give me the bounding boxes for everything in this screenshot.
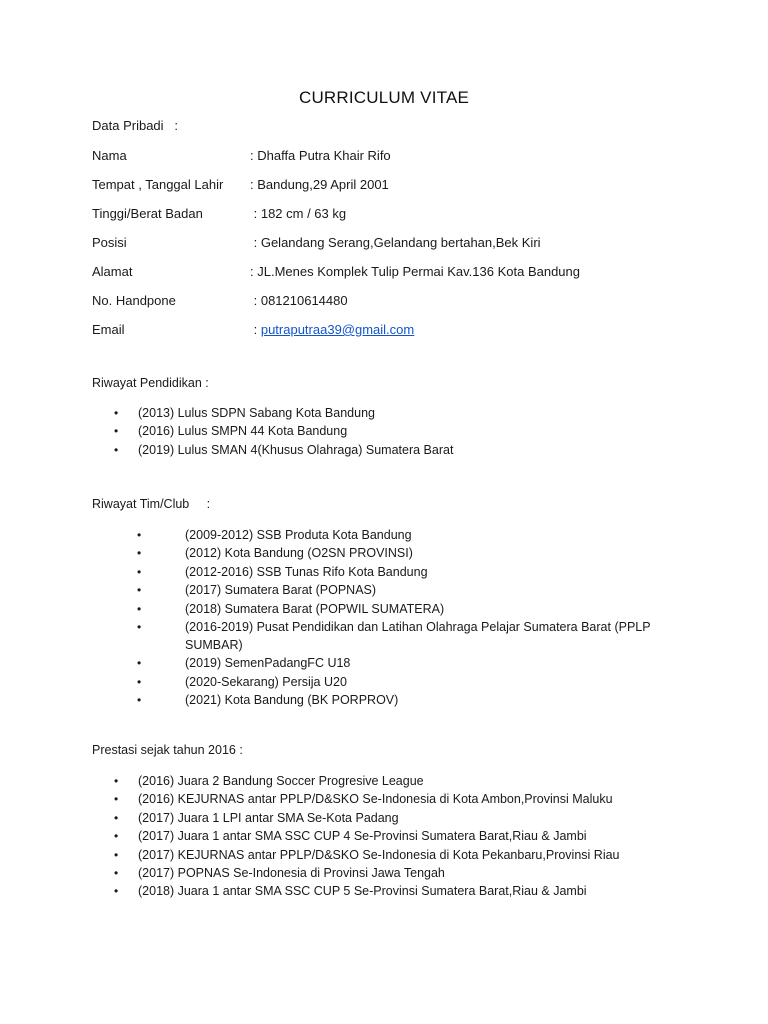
- club-item: (2021) Kota Bandung (BK PORPROV): [185, 693, 399, 708]
- achievement-item: (2016) Juara 2 Bandung Soccer Progresive League: [138, 774, 424, 788]
- club-item: (2018) Sumatera Barat (POPWIL SUMATERA): [185, 601, 445, 616]
- field-height-weight-value: : 182 cm / 63 kg: [250, 206, 347, 221]
- field-name-value: : Dhaffa Putra Khair Rifo: [250, 148, 391, 163]
- bullet-icon: •: [114, 829, 119, 844]
- bullet-icon: •: [137, 693, 142, 708]
- bullet-icon: •: [137, 619, 142, 634]
- club-item: (2016-2019) Pusat Pendidikan dan Latihan Olahraga Pelajar Sumatera Barat (PPLP SUMBAR): [185, 619, 651, 652]
- email-prefix: :: [250, 322, 261, 337]
- field-position-value: : Gelandang Serang,Gelandang bertahan,Bek Kiri: [250, 235, 541, 250]
- field-email-label: Email: [92, 322, 125, 337]
- education-item: (2016) Lulus SMPN 44 Kota Bandung: [138, 424, 348, 439]
- bullet-icon: •: [114, 442, 119, 457]
- email-link[interactable]: putraputraa39@gmail.com: [260, 322, 415, 337]
- bullet-icon: •: [114, 884, 119, 899]
- bullet-icon: •: [137, 546, 142, 561]
- field-birth-label: Tempat , Tanggal Lahir: [92, 177, 224, 192]
- bullet-icon: •: [137, 656, 142, 671]
- achievement-item: (2017) Juara 1 LPI antar SMA Se-Kota Padang: [138, 810, 399, 825]
- field-name-label: Nama: [92, 148, 127, 163]
- bullet-icon: •: [137, 528, 142, 542]
- education-item: (2019) Lulus SMAN 4(Khusus Olahraga) Sumatera Barat: [138, 442, 454, 457]
- club-item: (2019) SemenPadangFC U18: [185, 656, 351, 671]
- bullet-icon: •: [114, 406, 119, 420]
- bullet-icon: •: [137, 674, 142, 689]
- club-item: (2009-2012) SSB Produta Kota Bandung: [185, 528, 412, 542]
- field-phone-value: : 081210614480: [250, 293, 348, 308]
- club-item: (2020-Sekarang) Persija U20: [185, 674, 347, 689]
- achievement-item: (2017) KEJURNAS antar PPLP/D&SKO Se-Indonesia di Kota Pekanbaru,Provinsi Riau: [138, 847, 620, 862]
- club-item: (2012) Kota Bandung (O2SN PROVINSI): [185, 546, 413, 561]
- bullet-icon: •: [137, 583, 142, 598]
- bullet-icon: •: [114, 810, 119, 825]
- field-birth-value: : Bandung,29 April 2001: [250, 177, 389, 192]
- bullet-icon: •: [114, 424, 119, 439]
- field-email-value: [250, 322, 414, 337]
- personal-data-heading: Data Pribadi :: [92, 118, 178, 133]
- achievements-heading: Prestasi sejak tahun 2016 :: [92, 743, 243, 757]
- bullet-icon: •: [137, 564, 142, 579]
- field-address-value: : JL.Menes Komplek Tulip Permai Kav.136 Kota Bandung: [250, 264, 581, 279]
- bullet-icon: •: [114, 774, 119, 788]
- field-address-label: Alamat: [92, 264, 133, 279]
- clubs-heading: Riwayat Tim/Club :: [92, 497, 211, 511]
- field-position-label: Posisi: [92, 235, 127, 250]
- club-item: (2012-2016) SSB Tunas Rifo Kota Bandung: [185, 564, 428, 579]
- bullet-icon: •: [137, 601, 142, 616]
- education-item: (2013) Lulus SDPN Sabang Kota Bandung: [138, 406, 375, 420]
- achievement-item: (2017) Juara 1 antar SMA SSC CUP 4 Se-Provinsi Sumatera Barat,Riau & Jambi: [138, 829, 587, 844]
- club-item: (2017) Sumatera Barat (POPNAS): [185, 583, 377, 598]
- bullet-icon: •: [114, 847, 119, 862]
- achievement-item: (2017) POPNAS Se-Indonesia di Provinsi Jawa Tengah: [138, 865, 445, 880]
- achievement-item: (2016) KEJURNAS antar PPLP/D&SKO Se-Indonesia di Kota Ambon,Provinsi Maluku: [138, 792, 613, 807]
- document-title: CURRICULUM VITAE: [298, 88, 470, 107]
- field-height-weight-label: Tinggi/Berat Badan: [92, 206, 203, 221]
- field-phone-label: No. Handpone: [92, 293, 176, 308]
- achievement-item: (2018) Juara 1 antar SMA SSC CUP 5 Se-Provinsi Sumatera Barat,Riau & Jambi: [138, 884, 587, 899]
- education-heading: Riwayat Pendidikan :: [92, 376, 209, 390]
- bullet-icon: •: [114, 865, 119, 880]
- bullet-icon: •: [114, 792, 119, 807]
